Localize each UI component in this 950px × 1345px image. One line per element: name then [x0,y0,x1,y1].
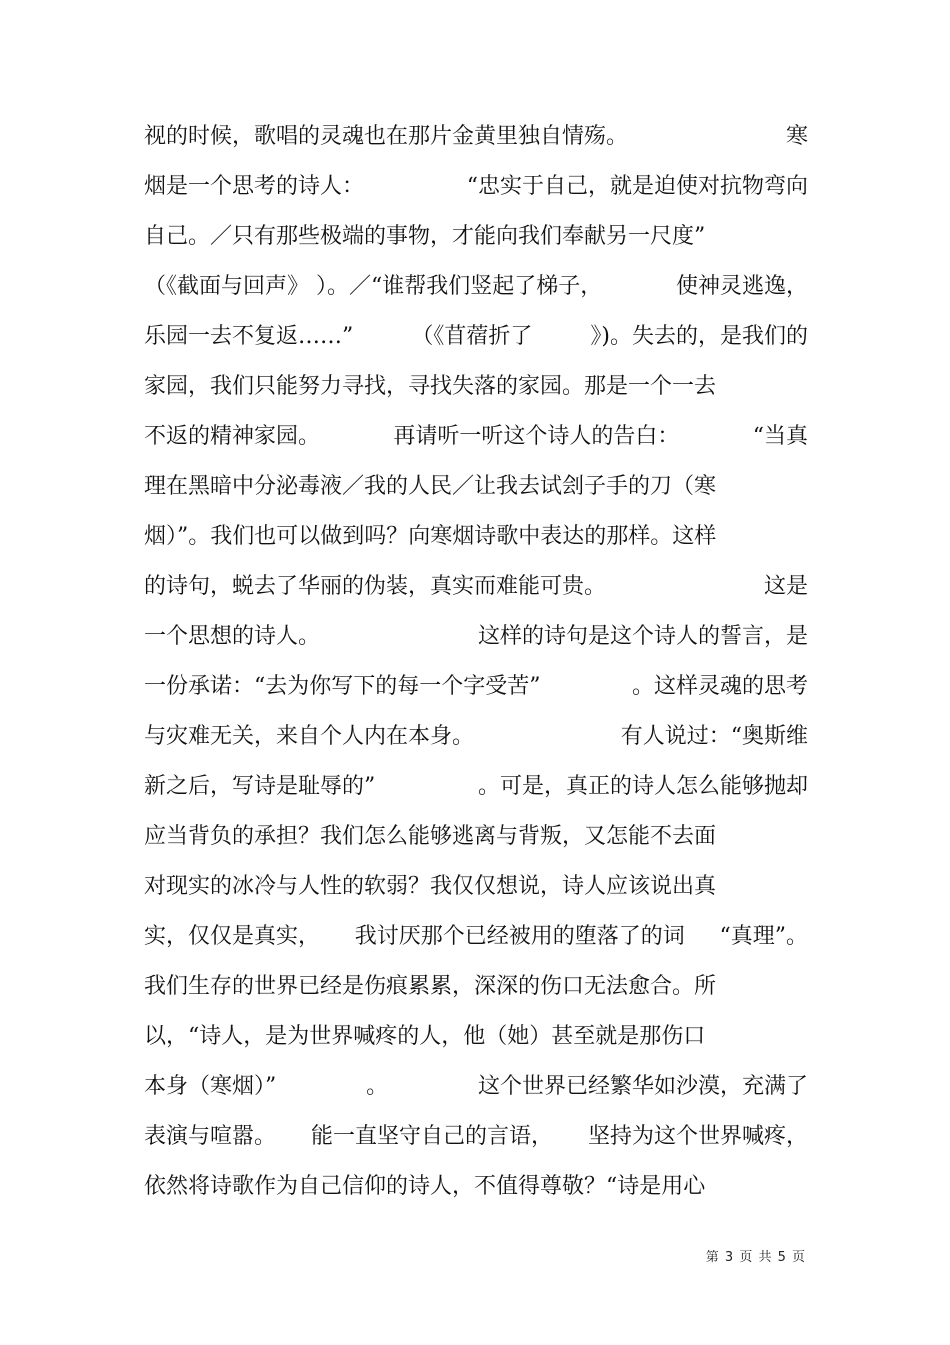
text-segment: 不返的精神家园。 [144,424,321,449]
text-segment: 这个世界已经繁华如沙漠，充满了 [477,1074,808,1099]
page-number: 第 3 页 共 5 页 [705,1250,806,1265]
text-segment: 寒 [785,124,808,149]
text-segment: 实，仅仅是真实， [144,924,321,949]
text-segment: 。 [366,1074,389,1099]
text-segment: （《截面与回声》 ）。／“谁帮我们竖起了梯子， [144,274,603,299]
text-segment: （《苜蓿折了 [411,324,533,349]
text-line [144,418,808,468]
text-segment: 理在黑暗中分泌毒液／我的人民／让我去试刽子手的刀（寒 [144,474,717,499]
text-segment: 本身（寒烟）” [144,1074,277,1099]
text-line [144,518,808,568]
text-line [144,368,808,418]
text-segment: 自己。／只有那些极端的事物，才能向我们奉献另一尺度” [144,224,706,249]
text-segment: “当真 [752,424,808,449]
text-segment: 再请听一听这个诗人的告白： [393,424,680,449]
text-segment: 家园，我们只能努力寻找，寻找失落的家园。那是一个一去 [144,374,717,399]
text-segment: 。可是，真正的诗人怎么能够抛却 [477,774,808,799]
text-line [144,1068,808,1118]
text-line [144,818,808,868]
text-line [144,118,808,168]
text-segment: 应当背负的承担？我们怎么能够逃离与背叛，又怎能不去面 [144,824,717,849]
text-segment: 能一直坚守自己的言语， [310,1124,553,1149]
text-line [144,1168,808,1218]
text-segment: 一个思想的诗人。 [144,624,321,649]
text-segment: 以，“诗人，是为世界喊疼的人，他（她）甚至就是那伤口 [144,1024,706,1049]
text-segment: 依然将诗歌作为自己信仰的诗人，不值得尊敬？“诗是用心 [144,1174,706,1199]
text-segment: 坚持为这个世界喊疼， [587,1124,808,1149]
text-segment: “忠实于自己，就是迫使对抗物弯向 [466,174,808,199]
text-segment: 乐园一去不复返……” [144,324,354,349]
body-text [144,118,808,1218]
text-segment: 与灾难无关，来自个人内在本身。 [144,724,475,749]
text-line [144,868,808,918]
text-segment: 烟）”。我们也可以做到吗？向寒烟诗歌中表达的那样。这样 [144,524,717,549]
text-line [144,618,808,668]
text-line [144,968,808,1018]
text-line [144,218,808,268]
text-segment: 新之后，写诗是耻辱的” [144,774,376,799]
text-segment: 。这样灵魂的思考 [631,674,808,699]
text-segment: 的诗句，蜕去了华丽的伪装，真实而难能可贵。 [144,574,607,599]
text-line [144,568,808,618]
text-line [144,1018,808,1068]
text-segment: 一份承诺：“去为你写下的每一个字受苦” [144,674,541,699]
text-line [144,318,808,368]
text-line [144,918,808,968]
text-line [144,168,808,218]
text-segment: “真理”。 [719,924,808,949]
text-segment: 我们生存的世界已经是伤痕累累，深深的伤口无法愈合。所 [144,974,717,999]
text-line [144,1118,808,1168]
text-segment: 烟是一个思考的诗人： [144,174,365,199]
text-segment: 对现实的冰冷与人性的软弱？我仅仅想说，诗人应该说出真 [144,874,717,899]
text-line [144,668,808,718]
text-segment: 视的时候，歌唱的灵魂也在那片金黄里独自情殇。 [144,124,629,149]
text-segment: 表演与喧嚣。 [144,1124,277,1149]
text-segment: 这是 [763,574,808,599]
text-segment: 有人说过：“奥斯维 [620,724,808,749]
text-line [144,468,808,518]
text-segment: 我讨厌那个已经被用的堕落了的词 [354,924,685,949]
text-line [144,768,808,818]
text-segment: 使神灵逃逸， [675,274,808,299]
text-segment: 这样的诗句是这个诗人的誓言，是 [477,624,808,649]
text-line [144,718,808,768]
text-line [144,268,808,318]
text-segment: 》)。失去的，是我们的 [590,324,808,349]
